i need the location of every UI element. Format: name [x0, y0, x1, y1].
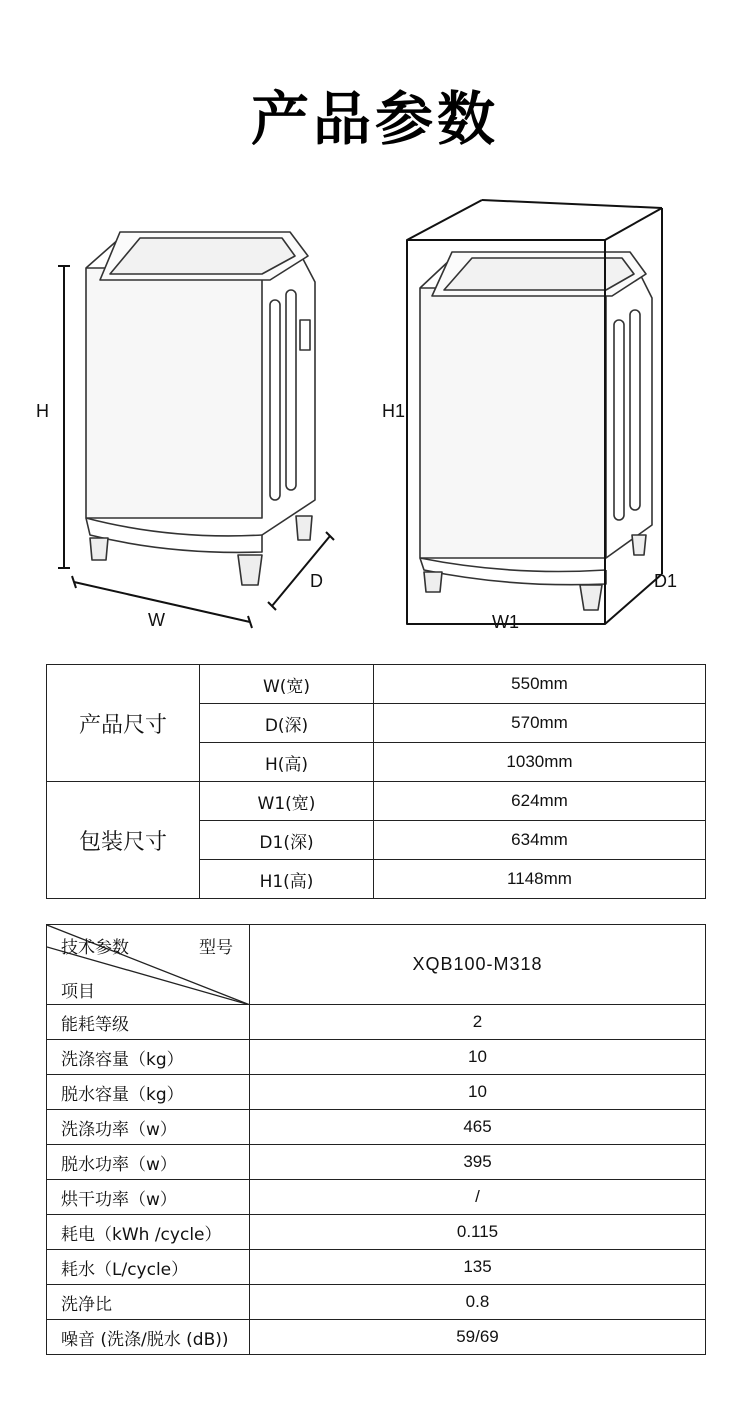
spec-label: 洗涤容量（kg） — [47, 1040, 250, 1075]
spec-label: 脱水功率（w） — [47, 1145, 250, 1180]
spec-value: 2 — [250, 1005, 706, 1040]
washer-left — [86, 232, 315, 585]
value-cell: 1148mm — [374, 860, 706, 899]
spec-table — [46, 924, 706, 1355]
table-row — [47, 1145, 706, 1180]
spec-label: 脱水容量（kg） — [47, 1075, 250, 1110]
spec-label: 洗净比 — [47, 1285, 250, 1320]
table-row — [47, 1320, 706, 1355]
spec-value: / — [250, 1180, 706, 1215]
value-cell: 624mm — [374, 782, 706, 821]
item-header: 项目 — [61, 982, 95, 1002]
spec-label: 噪音 (洗涤/脱水 (dB)) — [47, 1320, 250, 1355]
value-cell: 634mm — [374, 821, 706, 860]
param-cell: H(高) — [200, 743, 374, 782]
package-height-label: H1 — [382, 401, 406, 421]
table-row — [47, 665, 706, 704]
width-label: W — [148, 610, 165, 630]
spec-label: 耗水（L/cycle） — [47, 1250, 250, 1285]
page-title: 产品参数 — [250, 85, 499, 153]
param-cell: W(宽) — [200, 665, 374, 704]
param-cell: W1(宽) — [200, 782, 374, 821]
spec-value: 0.115 — [250, 1215, 706, 1250]
tech-param-header: 技术参数 — [61, 938, 129, 958]
param-cell: H1(高) — [200, 860, 374, 899]
param-cell: D(深) — [200, 704, 374, 743]
table-row — [47, 1075, 706, 1110]
diagonal-header-cell — [47, 925, 250, 1005]
package-depth-label: D1 — [654, 571, 678, 591]
value-cell: 1030mm — [374, 743, 706, 782]
spec-value: 59/69 — [250, 1320, 706, 1355]
param-cell: D1(深) — [200, 821, 374, 860]
table-row — [47, 1285, 706, 1320]
spec-value: 10 — [250, 1075, 706, 1110]
table-row — [47, 782, 706, 821]
model-header: 型号 — [199, 938, 233, 958]
spec-value: 465 — [250, 1110, 706, 1145]
package-width-label: W1 — [492, 612, 519, 632]
product-size-group: 产品尺寸 — [47, 665, 200, 782]
table-row — [47, 1180, 706, 1215]
dimension-table — [46, 664, 706, 899]
table-row — [47, 1005, 706, 1040]
dimension-diagram — [0, 190, 750, 650]
spec-label: 烘干功率（w） — [47, 1180, 250, 1215]
model-number: XQB100-M318 — [250, 925, 706, 1005]
spec-label: 耗电（kWh /cycle） — [47, 1215, 250, 1250]
height-label: H — [36, 401, 49, 421]
table-row — [47, 1040, 706, 1075]
spec-value: 395 — [250, 1145, 706, 1180]
value-cell: 570mm — [374, 704, 706, 743]
depth-label: D — [310, 571, 323, 591]
table-row — [47, 1215, 706, 1250]
package-size-group: 包装尺寸 — [47, 782, 200, 899]
header-row — [47, 925, 706, 1005]
spec-value: 10 — [250, 1040, 706, 1075]
washer-right — [420, 252, 652, 610]
washer-illustration — [0, 190, 750, 650]
spec-value: 135 — [250, 1250, 706, 1285]
spec-label: 能耗等级 — [47, 1005, 250, 1040]
value-cell: 550mm — [374, 665, 706, 704]
spec-label: 洗涤功率（w） — [47, 1110, 250, 1145]
spec-value: 0.8 — [250, 1285, 706, 1320]
table-row — [47, 1110, 706, 1145]
table-row — [47, 1250, 706, 1285]
